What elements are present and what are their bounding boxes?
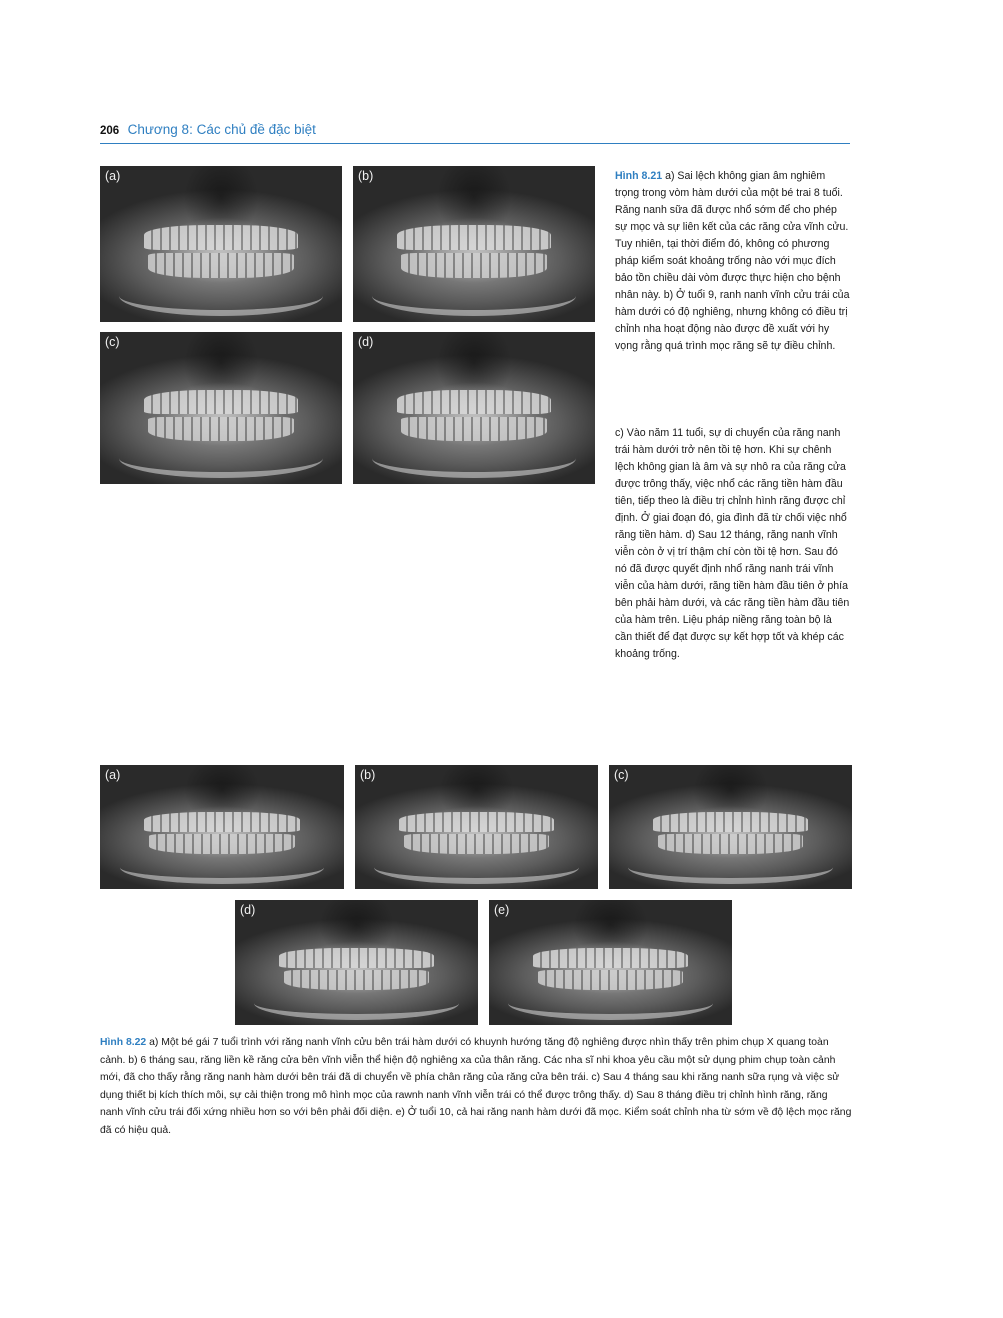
figure-8-21-panel-c xyxy=(100,332,342,484)
page-number: 206 xyxy=(100,125,120,137)
caption-text: a) Một bé gái 7 tuổi trình với răng nanh vĩnh cửu bên trái hàm dưới có khuynh hướng tăng độ nghiêng được nhìn thấy trên phim chụp X quang toàn cảnh. b) 6 tháng sau, răng liền kề răng cửa bên vĩnh viễn thể hiện độ nghiêng xa của thân răng. Các nha sĩ nhi khoa yêu cầu một sử dụng phim chụp toàn cảnh mới, đã cho thấy rằng răng nanh hàm dưới bên trái đã di chuyển về phía chân răng của răng cửa bên trái. c) Sau 4 tháng sau khi răng nanh sữa rụng và việc sử dụng thiết bị kích thích môi, sự cải thiện trong mô hình mọc của rawnh nanh vĩnh viễn trái có thể được trông thấy. d) Sau 8 tháng điều trị chỉnh hình răng, răng nanh vĩnh cửu trái đối xứng nhiều hơn so với bên phải đối diện. e) Ở tuổi 10, cả hai răng nanh hàm dưới đã mọc. Kiểm soát chỉnh nha từ sớm về độ lệch mọc răng đã có hiệu quả. xyxy=(100,1037,852,1136)
figure-8-22-panel-d xyxy=(235,900,478,1025)
figure-8-22-panel-e xyxy=(489,900,732,1025)
panel-label: (e) xyxy=(494,903,510,917)
panel-label: (b) xyxy=(360,768,376,782)
figure-8-21-panel-d xyxy=(353,332,595,484)
panel-label: (a) xyxy=(105,768,121,782)
panel-label: (c) xyxy=(614,768,629,782)
figure-8-22-caption xyxy=(100,1034,852,1139)
figure-label: Hình 8.22 xyxy=(100,1037,147,1048)
figure-8-22-panel-a xyxy=(100,765,344,889)
panel-label: (d) xyxy=(358,335,374,349)
caption-text: a) Sai lệch không gian âm nghiêm trọng trong vòm hàm dưới của một bé trai 8 tuổi. Răng nanh sữa đã được nhổ sớm để cho phép sự mọc và sự liên kết của các răng cửa vĩnh cửu. Tuy nhiên, tại thời điểm đó, không có phương pháp kiểm soát khoảng trống nào với mục đích bảo tồn chiều dài vòm được thực hiện cho bệnh nhân này. b) Ở tuổi 9, ranh nanh vĩnh cửu trái của hàm dưới có độ nghiêng, nhưng không có điều trị chỉnh nha hoạt động nào được đề xuất với hy vọng rằng quá trình mọc răng sẽ tự điều chỉnh. xyxy=(615,170,850,352)
chapter-title: Chương 8: Các chủ đề đặc biệt xyxy=(127,122,316,137)
panel-label: (a) xyxy=(105,169,121,183)
figure-8-21-caption-part1 xyxy=(615,168,851,355)
panel-label: (d) xyxy=(240,903,256,917)
page-header xyxy=(100,121,850,144)
figure-8-21-panel-b xyxy=(353,166,595,322)
figure-8-21-caption-part2 xyxy=(615,425,851,663)
figure-8-22-panel-b xyxy=(355,765,598,889)
panel-label: (b) xyxy=(358,169,374,183)
figure-8-21-panel-a xyxy=(100,166,342,322)
caption-text: c) Vào năm 11 tuổi, sự di chuyển của răng nanh trái hàm dưới trở nên tồi tệ hơn. Khi sự chênh lệch không gian là âm và sự nhô ra của răng cửa được trông thấy, việc nhổ các răng tiền hàm đầu tiên, tiếp theo là điều trị chỉnh hình răng được chỉ định. Ở giai đoạn đó, gia đình đã từ chối việc nhổ răng tiền hàm. d) Sau 12 tháng, răng nanh vĩnh viễn còn ở vị trí thậm chí còn tồi tệ hơn. Sau đó nó đã được quyết định nhổ răng nanh trái vĩnh viễn của hàm dưới, răng tiền hàm đầu tiên ở phía bên phải hàm dưới, và các răng tiền hàm đầu tiên của hàm trên. Liệu pháp niềng răng toàn bộ là cần thiết để đạt được sự kết hợp tốt và khép các khoảng trống. xyxy=(615,427,850,660)
panel-label: (c) xyxy=(105,335,120,349)
figure-label: Hình 8.21 xyxy=(615,170,663,182)
figure-8-22-panel-c xyxy=(609,765,852,889)
